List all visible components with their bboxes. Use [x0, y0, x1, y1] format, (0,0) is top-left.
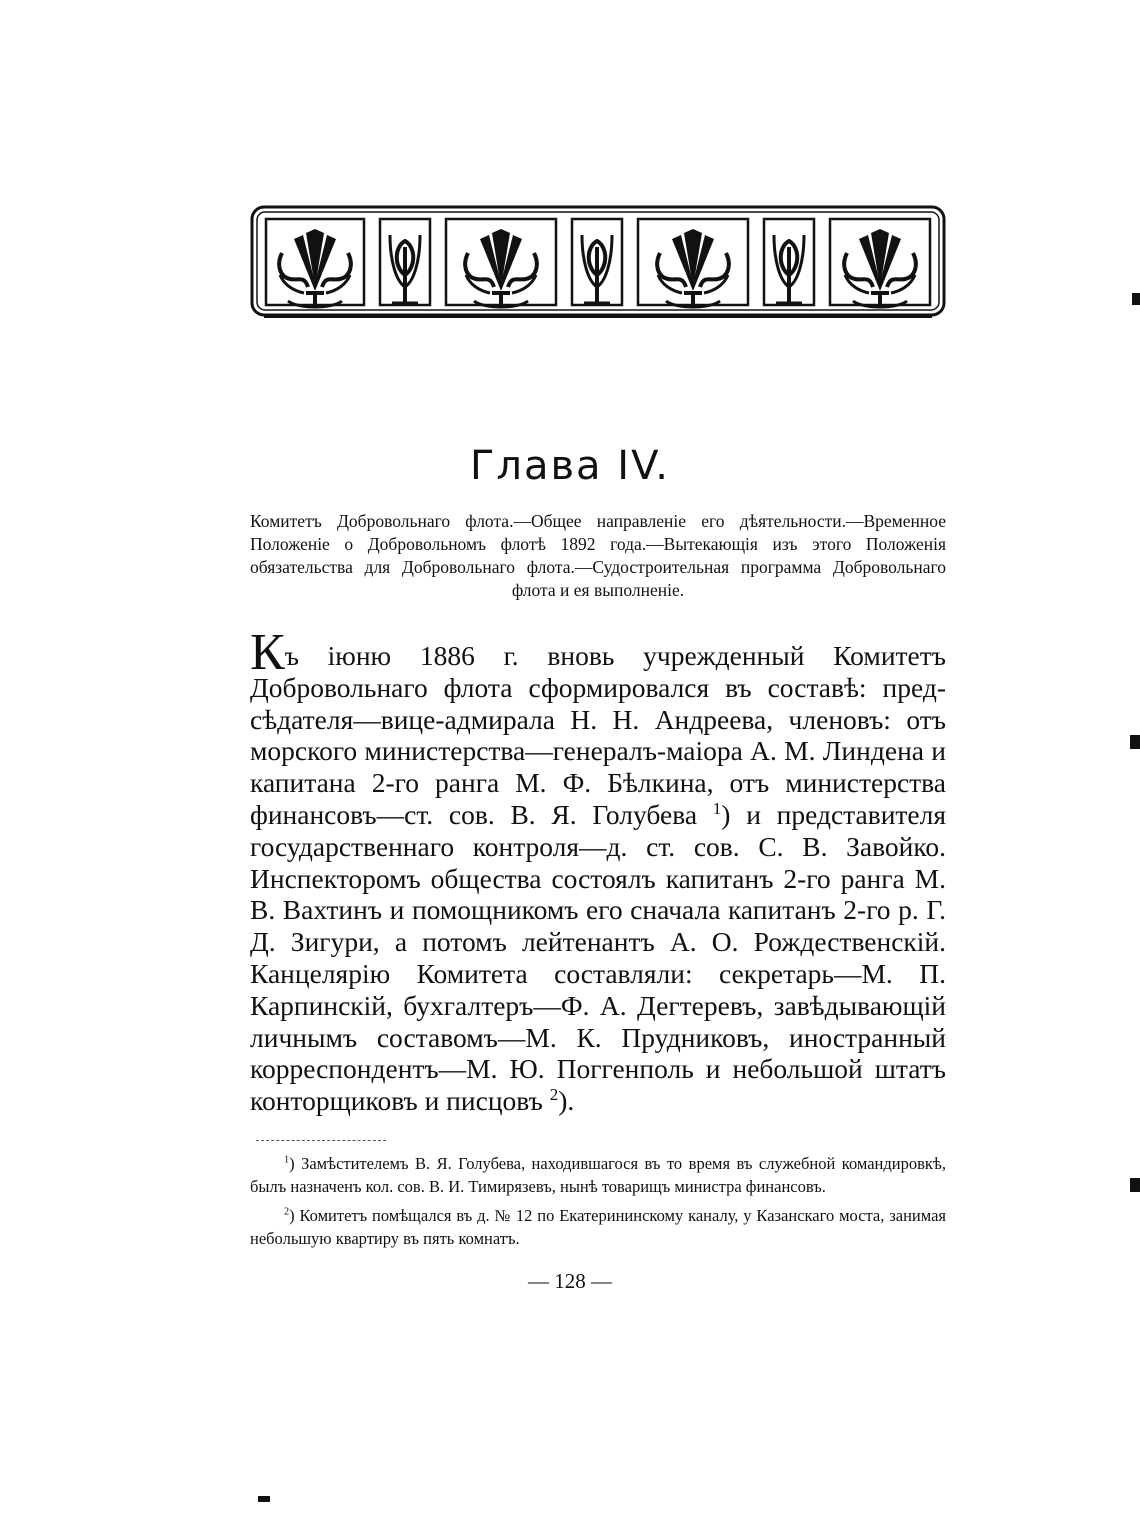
page-number: — 128 —: [528, 1269, 612, 1293]
main-paragraph: [250, 624, 947, 1117]
chapter-header-ornament: [250, 205, 946, 321]
footnote-1: [250, 1152, 946, 1198]
drop-cap: К: [250, 624, 285, 681]
chapter-title: Глава IV.: [470, 443, 670, 489]
chapter-summary: Комитетъ Добровольнаго флота.—Общее направленіе его дѣятельности.—Временное Положеніе о Добровольномъ флотѣ 1892 года.—Вытекающія изъ этого Положенія обязательства для Добровольнаго флота.—Судостроительная программа Добровольнаго флота и ея выполненіе.: [250, 511, 946, 600]
footnote-divider: [256, 1140, 386, 1141]
scan-mark: [1132, 293, 1140, 305]
footnote-2-text: ) Комитетъ помѣщался въ д. № 12 по Екатерининскому каналу, у Казанскаго моста, занимая небольшую квартиру въ пять комнатъ.: [250, 1206, 946, 1248]
paragraph-text-part-2: ) и представителя государственнаго контроля—д. ст. сов. С. В. Завойко. Инспекторомъ общества состоялъ капитанъ 2-го ранга М. В. Вахтинъ и помощникомъ его сначала капитанъ 2-го р. Г. Д. Зигури, а потомъ лейтенантъ А. О. Рождественскій. Канцелярію Комитета составляли: секретарь—М. П. Карпинскій, бухгалтеръ—Ф. А. Дегтеревъ, завѣдывающій личнымъ составомъ—М. К. Прудниковъ, иностранный корреспондентъ—М. Ю. Поггенполь и небольшой штатъ конторщиковъ и писцовъ: [250, 798, 947, 1117]
footnote-2: [250, 1204, 946, 1250]
footnote-ref-1: 1: [712, 798, 722, 818]
paragraph-text-part-3: ).: [558, 1085, 575, 1117]
footnote-ref-2: 2: [549, 1085, 559, 1104]
footnotes: [250, 1152, 946, 1256]
footnote-1-text: ) Замѣстителемъ В. Я. Голубева, находившагося въ то время въ служебной командировкѣ, былъ назначенъ кол. сов. В. И. Тимирязевъ, нынѣ товарищъ министра финансовъ.: [250, 1154, 946, 1196]
scan-mark: [1130, 1178, 1140, 1192]
footnote-1-marker: 1: [284, 1154, 290, 1166]
scan-mark: [1130, 735, 1140, 749]
scan-mark: [258, 1496, 270, 1502]
paragraph-text-part-1: ъ іюню 1886 г. вновь учрежденный Комитетъ Добровольнаго флота сформировался въ составѣ: предсѣдателя—вице-адмирала Н. Н. Андреева, членовъ: отъ морского министерства—генералъ-маіора А. М. Линдена и капитана 2-го ранга М. Ф. Бѣлкина, отъ министерства финансовъ—ст. сов. В. Я. Голубева: [250, 640, 946, 830]
footnote-2-marker: 2: [284, 1206, 290, 1218]
